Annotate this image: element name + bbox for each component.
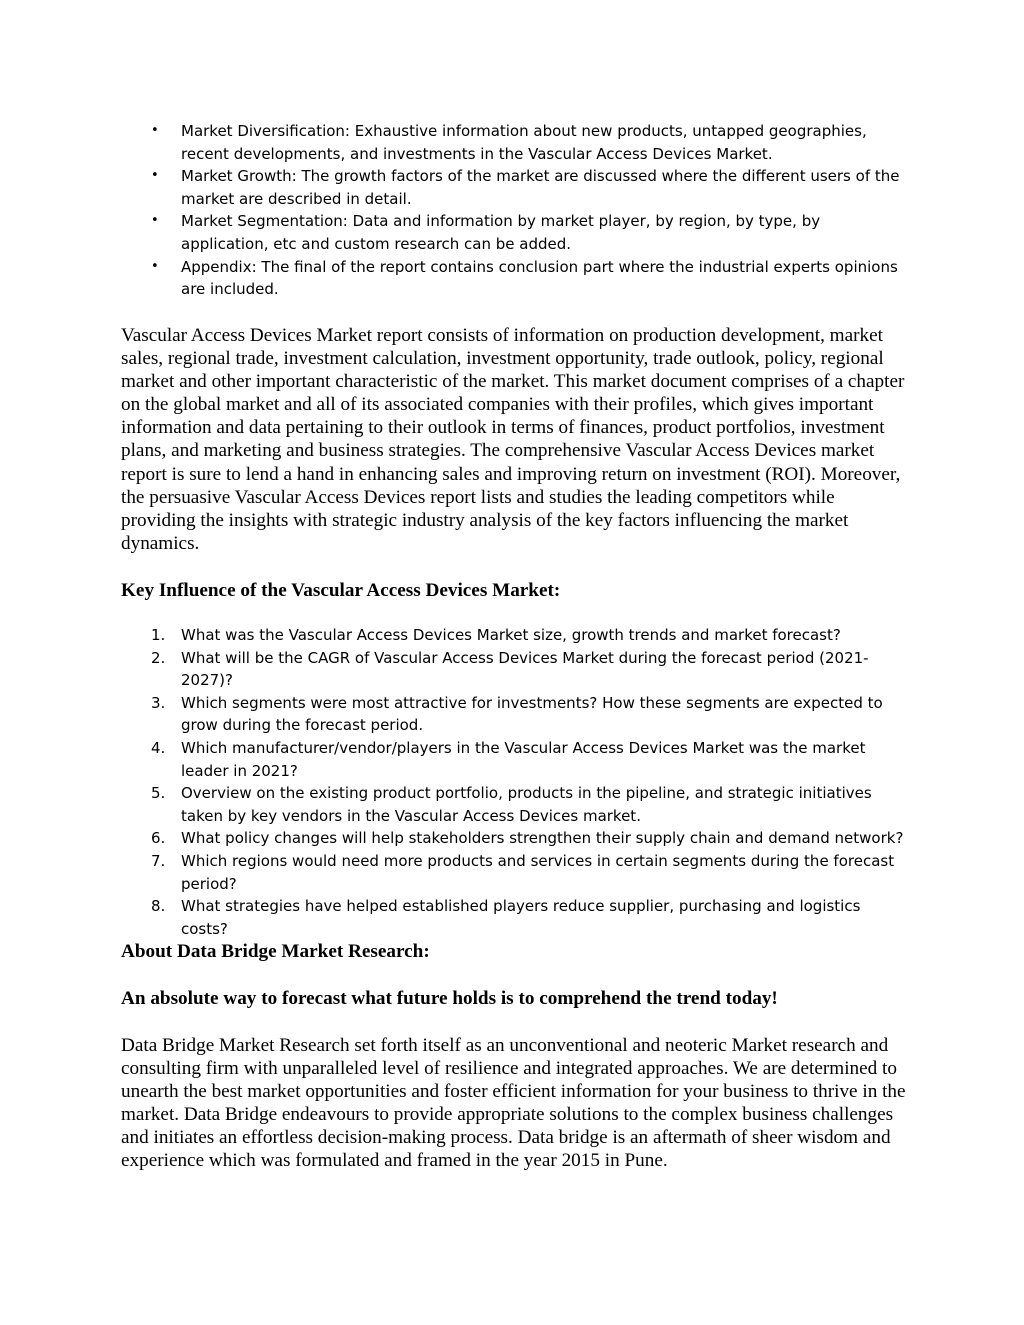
question-text: What was the Vascular Access Devices Market size, growth trends and market forecast? <box>181 626 841 644</box>
question-text: Overview on the existing product portfolio, products in the pipeline, and strategic initiatives taken by key vendors in the Vascular Access Devices market. <box>181 784 872 825</box>
question-number: 6. <box>151 829 166 848</box>
question-item <box>0 782 910 827</box>
question-number: 4. <box>151 738 166 757</box>
question-item <box>0 737 910 782</box>
bullet-text: Market Diversification: Exhaustive information about new products, untapped geographies, recent developments, and investments in the Vascular Access Devices Market. <box>181 122 867 163</box>
bullet-item-segmentation <box>0 210 910 255</box>
key-influence-heading: Key Influence of the Vascular Access Devices Market: <box>121 580 561 601</box>
tagline-heading: An absolute way to forecast what future holds is to comprehend the trend today! <box>121 988 778 1009</box>
question-item <box>0 624 910 647</box>
bullet-marker: • <box>151 168 159 184</box>
question-number: 3. <box>151 693 166 712</box>
question-item <box>0 895 910 940</box>
question-text: Which manufacturer/vendor/players in the Vascular Access Devices Market was the market leader in 2021? <box>181 738 866 780</box>
question-item <box>0 692 910 737</box>
bullet-marker: • <box>151 258 159 274</box>
question-number: 7. <box>151 851 166 870</box>
bullet-marker: • <box>151 213 159 229</box>
question-number: 1. <box>151 626 166 644</box>
question-number: 8. <box>151 897 166 916</box>
question-text: Which regions would need more products and services in certain segments during the forecast period? <box>181 851 895 893</box>
question-number: 2. <box>151 648 166 667</box>
question-text: Which segments were most attractive for investments? How these segments are expected to grow during the forecast period. <box>181 693 883 735</box>
intro-paragraph: Vascular Access Devices Market report consists of information on production development, market sales, regional trade, investment calculation, investment opportunity, trade outlook, policy, regional market and other important characteristic of the market. This market document comprises of a chapter on the global market and all of its associated companies with their profiles, which gives important information and data pertaining to their outlook in terms of finances, product portfolios, investment plans, and marketing and business strategies. The comprehensive Vascular Access Devices market report is sure to lend a hand in enhancing sales and improving return on investment (ROI). Moreover, the persuasive Vascular Access Devices report lists and studies the leading competitors while providing the insights with strategic industry analysis of the key factors influencing the market dynamics. <box>121 325 905 554</box>
bullet-text: Market Growth: The growth factors of the market are discussed where the different users of the market are described in detail. <box>181 167 900 208</box>
question-item <box>0 850 910 895</box>
key-questions-list <box>0 624 910 940</box>
about-heading: About Data Bridge Market Research: <box>121 941 430 962</box>
question-number: 5. <box>151 784 166 803</box>
bullet-item-appendix <box>0 256 910 301</box>
question-text: What will be the CAGR of Vascular Access Devices Market during the forecast period (2021-2027)? <box>181 648 869 690</box>
bullet-item-growth <box>0 165 910 210</box>
about-paragraph: Data Bridge Market Research set forth itself as an unconventional and neoteric Market research and consulting firm with unparalleled level of resilience and integrated approaches. We are determined to unearth the best market opportunities and foster efficient information for your business to thrive in the market. Data Bridge endeavours to provide appropriate solutions to the complex business challenges and initiates an effortless decision-making process. Data bridge is an aftermath of sheer wisdom and experience which was formulated and framed in the year 2015 in Pune. <box>121 1035 906 1172</box>
features-bullet-list <box>0 120 910 301</box>
bullet-text: Market Segmentation: Data and information by market player, by region, by type, by application, etc and custom research can be added. <box>181 212 821 253</box>
question-item <box>0 647 910 692</box>
question-text: What strategies have helped established players reduce supplier, purchasing and logistics costs? <box>181 897 861 938</box>
bullet-text: Appendix: The final of the report contains conclusion part where the industrial experts opinions are included. <box>181 257 898 299</box>
question-item <box>0 827 910 850</box>
bullet-item-diversification <box>0 120 910 165</box>
bullet-marker: • <box>151 123 159 138</box>
question-text: What policy changes will help stakeholders strengthen their supply chain and demand network? <box>181 829 904 848</box>
